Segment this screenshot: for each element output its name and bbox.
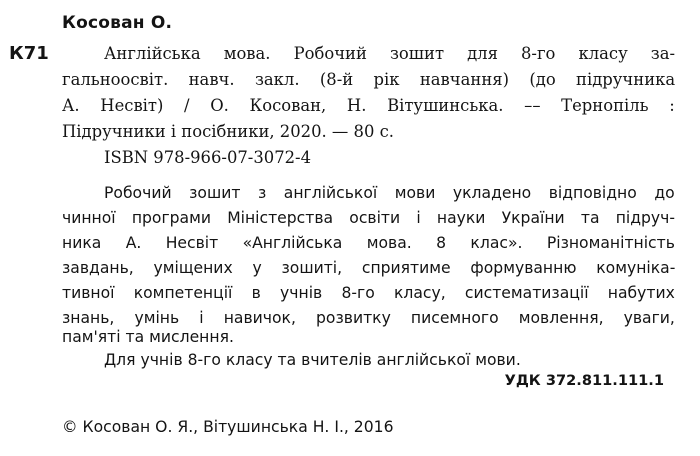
annotation-line: чинної програми Міністерства освіти і науки України та підруч- <box>62 209 675 227</box>
audience-note: Для учнів 8-го класу та вчителів англійської мови. <box>104 351 521 369</box>
bib-line: гальноосвіт. навч. закл. (8-й рік навчання) (до підручника <box>62 70 676 89</box>
annotation-line: завдань, уміщених у зошиті, сприятиме формуванню комуніка- <box>62 259 676 277</box>
bib-line: А. Несвіт) / О. Косован, Н. Вітушинська. –– Тернопіль : <box>62 96 675 115</box>
annotation-line: ника А. Несвіт «Англійська мова. 8 клас». Різноманітність <box>62 234 675 252</box>
author-heading: Косован О. <box>62 13 173 33</box>
bib-line: Англійська мова. Робочий зошит для 8-го класу за- <box>104 44 676 63</box>
annotation-line: знань, умінь і навичок, розвитку писемного мовлення, уваги, <box>62 309 675 327</box>
bib-line: Підручники і посібники, 2020. — 80 с. <box>62 122 394 141</box>
annotation-line: тивної компетенції в учнів 8-го класу, систематизації набутих <box>62 284 675 302</box>
classmark: К71 <box>9 43 49 64</box>
copyright-notice: © Косован О. Я., Вітушинська Н. І., 2016 <box>62 418 394 436</box>
annotation-line: пам'яті та мислення. <box>62 328 234 346</box>
isbn: ISBN 978-966-07-3072-4 <box>104 148 312 167</box>
annotation-line: Робочий зошит з англійської мови укладено відповідно до <box>104 184 675 202</box>
udk-code: УДК 372.811.111.1 <box>504 372 664 389</box>
